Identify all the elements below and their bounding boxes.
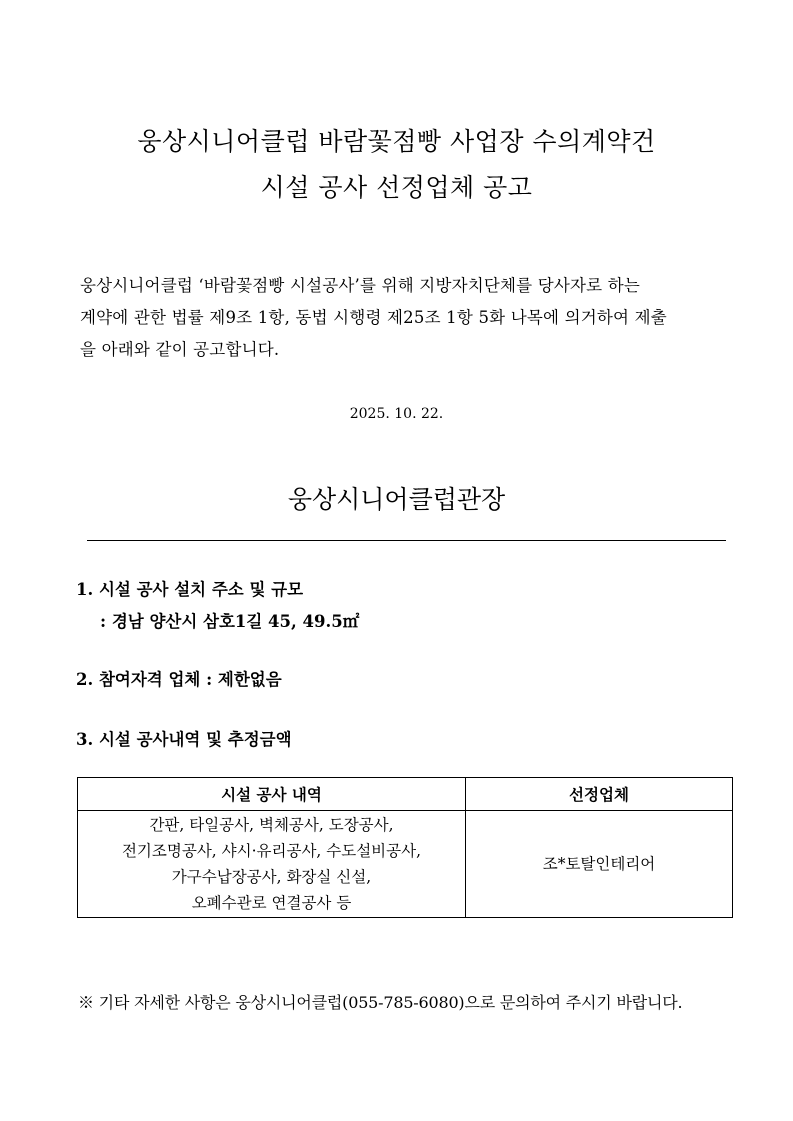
works-line: 간판, 타일공사, 벽체공사, 도장공사, bbox=[149, 816, 394, 834]
table-header-works: 시설 공사 내역 bbox=[78, 778, 466, 811]
works-line: 가구수납장공사, 화장실 신설, bbox=[171, 868, 372, 886]
announcement-date: 2025. 10. 22. bbox=[349, 406, 444, 422]
contact-note: ※ 기타 자세한 사항은 웅상시니어클럽(055-785-6080)으로 문의하여 주시기 바랍니다. bbox=[78, 993, 683, 1012]
divider bbox=[87, 540, 726, 541]
table-row bbox=[78, 811, 733, 918]
title-line-1: 웅상시니어클럽 바람꽃점빵 사업장 수의계약건 bbox=[137, 127, 656, 156]
title-line-2: 시설 공사 선정업체 공고 bbox=[260, 173, 533, 202]
issuer-name: 웅상시니어클럽관장 bbox=[287, 485, 506, 514]
intro-line-3: 을 아래와 같이 공고합니다. bbox=[80, 340, 280, 359]
section-1-heading: 1. 시설 공사 설치 주소 및 규모 bbox=[76, 580, 304, 599]
works-cell bbox=[78, 811, 466, 918]
intro-line-1: 웅상시니어클럽 ‘바람꽃점빵 시설공사’를 위해 지방자치단체를 당사자로 하는 bbox=[80, 276, 641, 295]
section-1-detail: : 경남 양산시 삼호1길 45, 49.5㎡ bbox=[100, 612, 360, 631]
section-2-heading: 2. 참여자격 업체 : 제한없음 bbox=[76, 670, 282, 689]
intro-line-2: 계약에 관한 법률 제9조 1항, 동법 시행령 제25조 1항 5화 나목에 의거하여 제출 bbox=[80, 308, 667, 327]
works-line: 전기조명공사, 샤시·유리공사, 수도설비공사, bbox=[121, 842, 422, 860]
company-cell: 조*토탈인테리어 bbox=[466, 811, 733, 918]
works-line: 오폐수관로 연결공사 등 bbox=[191, 894, 352, 912]
section-3-heading: 3. 시설 공사내역 및 추정금액 bbox=[76, 730, 292, 749]
table-header-row bbox=[78, 778, 733, 811]
works-table bbox=[77, 777, 733, 918]
table-header-company: 선정업체 bbox=[466, 778, 733, 811]
